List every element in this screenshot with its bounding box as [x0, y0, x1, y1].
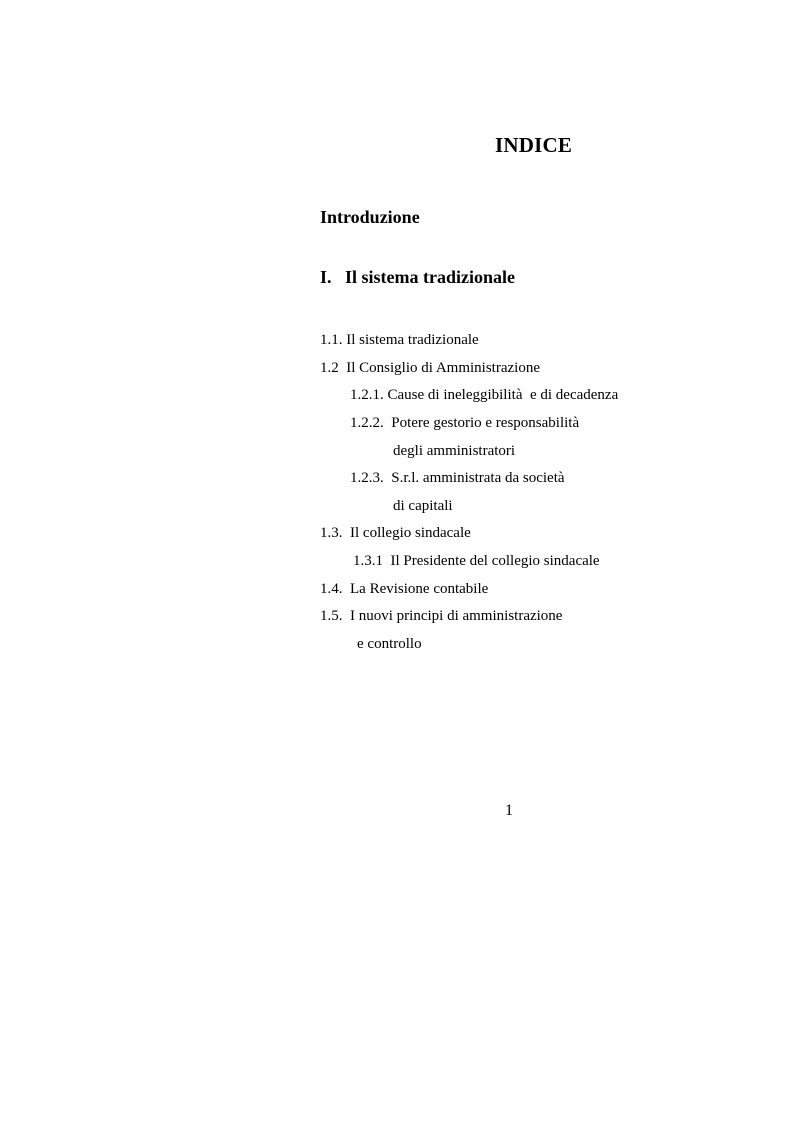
toc-subentry: 1.2.1. Cause di ineleggibilità e di decadenza — [350, 387, 619, 403]
toc-subentry-continuation: degli amministratori — [393, 443, 516, 459]
toc-subentry: 1.3.1 Il Presidente del collegio sindacale — [353, 553, 600, 569]
page-number: 1 — [505, 802, 513, 819]
toc-entry: 1.4. La Revisione contabile — [320, 581, 489, 597]
toc-entry: 1.2 Il Consiglio di Amministrazione — [320, 360, 540, 376]
toc-entry: 1.5. I nuovi principi di amministrazione — [320, 608, 563, 624]
toc-subentry: 1.2.3. S.r.l. amministrata da società — [350, 470, 565, 486]
page-title: INDICE — [495, 133, 573, 157]
toc-chapter-heading: I. Il sistema tradizionale — [320, 267, 515, 287]
toc-subentry: 1.2.2. Potere gestorio e responsabilità — [350, 415, 580, 431]
toc-entry: 1.1. Il sistema tradizionale — [320, 332, 479, 348]
toc-entry-continuation: e controllo — [357, 636, 422, 652]
toc-subentry-continuation: di capitali — [393, 498, 453, 514]
toc-introduction: Introduzione — [320, 207, 420, 227]
toc-entry: 1.3. Il collegio sindacale — [320, 525, 471, 541]
